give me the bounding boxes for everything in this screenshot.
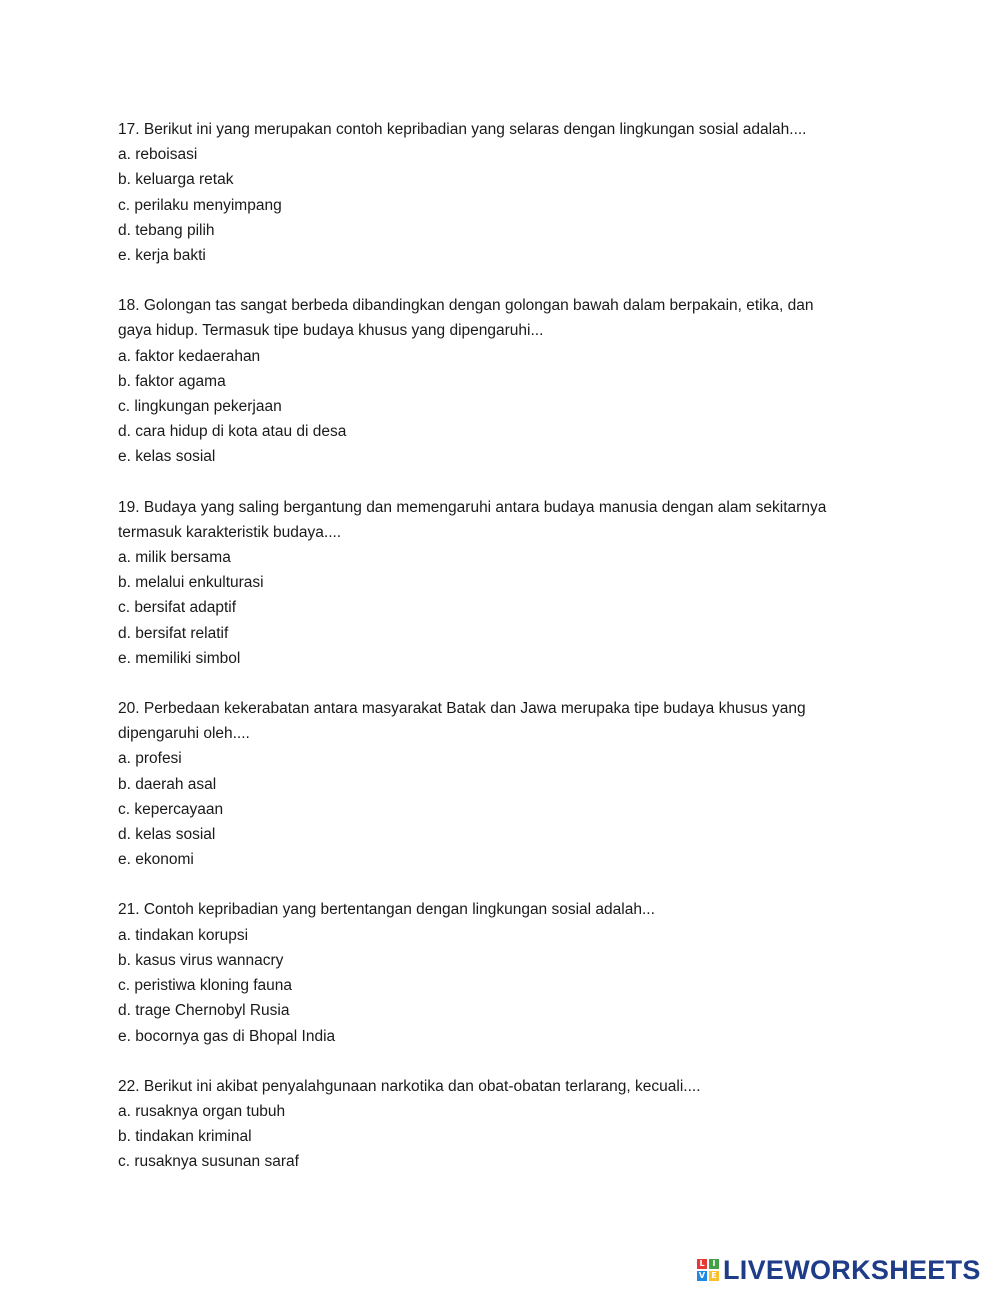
answer-option: e. ekonomi <box>118 851 194 869</box>
logo-tile-v: V <box>698 1271 706 1280</box>
worksheet-content <box>118 117 878 1200</box>
logo-tile-i: I <box>709 1259 719 1269</box>
question-21 <box>118 897 878 1048</box>
answer-option: e. kelas sosial <box>118 448 216 466</box>
logo-tile-l: L <box>697 1259 707 1269</box>
answer-option: a. tindakan korupsi <box>118 926 249 944</box>
answer-option: a. milik bersama <box>118 549 231 567</box>
question-stem: 17. Berikut ini yang merupakan contoh kepribadian yang selaras dengan lingkungan sosial adalah.... <box>118 121 807 138</box>
answer-option: c. bersifat adaptif <box>118 599 237 617</box>
answer-option: b. kasus virus wannacry <box>118 951 284 969</box>
question-stem: 21. Contoh kepribadian yang bertentangan dengan lingkungan sosial adalah... <box>118 901 655 919</box>
question-stem: 22. Berikut ini akibat penyalahgunaan narkotika dan obat-obatan terlarang, kecuali.... <box>118 1077 701 1095</box>
question-stem-continued: gaya hidup. Termasuk tipe budaya khusus yang dipengaruhi... <box>118 322 544 340</box>
question-17 <box>118 117 878 268</box>
answer-option: c. rusaknya susunan saraf <box>118 1153 299 1171</box>
answer-option: c. lingkungan pekerjaan <box>118 398 282 416</box>
answer-option: d. kelas sosial <box>118 826 216 844</box>
question-19 <box>118 495 878 671</box>
question-stem: 20. Perbedaan kekerabatan antara masyarakat Batak dan Jawa merupaka tipe budaya khusus yang <box>118 700 806 718</box>
question-20 <box>118 696 878 872</box>
logo-mark-icon <box>697 1259 719 1281</box>
answer-option: c. peristiwa kloning fauna <box>118 977 293 995</box>
answer-option: e. memiliki simbol <box>118 649 241 667</box>
logo-text: LIVEWORKSHEETS <box>723 1254 981 1285</box>
liveworksheets-logo[interactable] <box>697 1255 981 1285</box>
answer-option: d. tebang pilih <box>118 221 215 239</box>
question-stem-continued: termasuk karakteristik budaya.... <box>118 523 342 541</box>
question-18 <box>118 293 878 469</box>
answer-option: b. faktor agama <box>118 372 226 390</box>
answer-option: b. daerah asal <box>118 775 217 793</box>
question-stem: 19. Budaya yang saling bergantung dan memengaruhi antara budaya manusia dengan alam sekitarnya <box>118 498 827 516</box>
answer-option: c. kepercayaan <box>118 800 224 818</box>
answer-option: a. reboisasi <box>118 146 198 164</box>
answer-option: d. trage Chernobyl Rusia <box>118 1002 290 1020</box>
answer-option: a. profesi <box>118 750 182 768</box>
answer-option: e. kerja bakti <box>118 247 206 265</box>
answer-option: a. faktor kedaerahan <box>118 347 261 365</box>
answer-option: b. melalui enkulturasi <box>118 574 264 592</box>
answer-option: b. keluarga retak <box>118 171 234 189</box>
answer-option: d. cara hidup di kota atau di desa <box>118 423 347 441</box>
question-22 <box>118 1074 878 1175</box>
question-stem: 18. Golongan tas sangat berbeda dibandingkan dengan golongan bawah dalam berpakain, etika, dan <box>118 297 814 315</box>
answer-option: a. rusaknya organ tubuh <box>118 1102 286 1120</box>
answer-option: d. bersifat relatif <box>118 624 229 642</box>
answer-option: c. perilaku menyimpang <box>118 196 282 214</box>
answer-option: e. bocornya gas di Bhopal India <box>118 1027 336 1045</box>
answer-option: b. tindakan kriminal <box>118 1128 252 1146</box>
question-stem-continued: dipengaruhi oleh.... <box>118 725 250 743</box>
logo-tile-e: E <box>709 1271 719 1281</box>
